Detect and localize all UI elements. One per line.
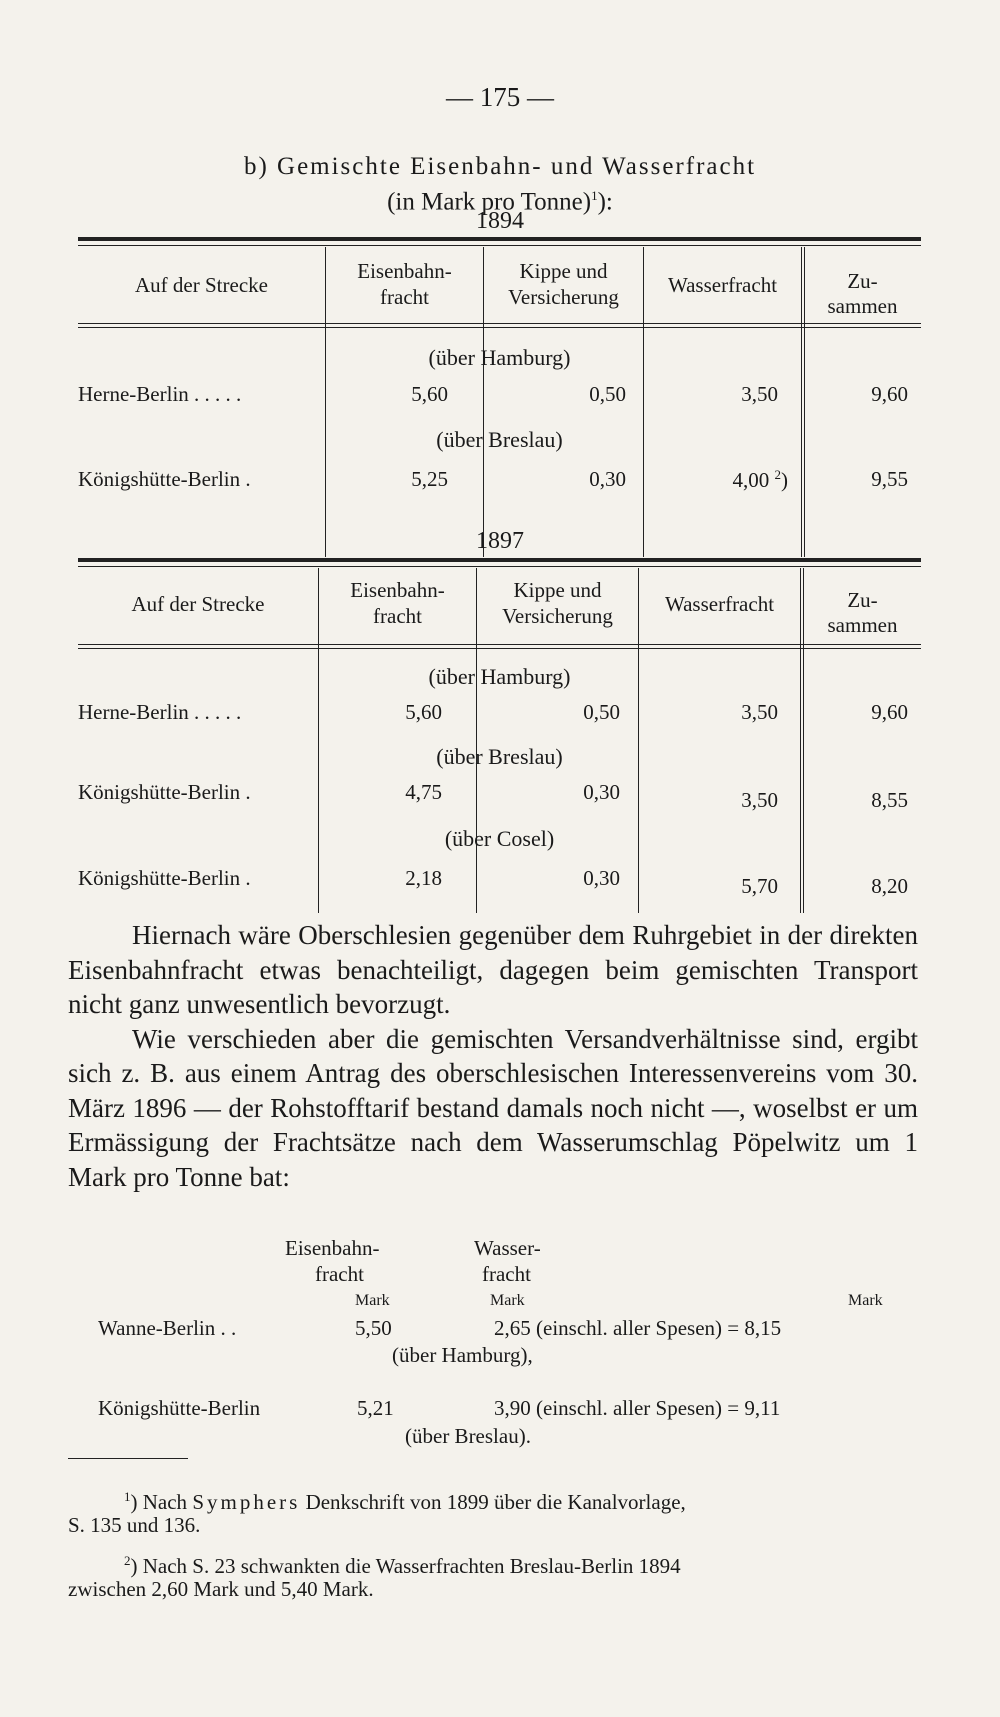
header-kippe-2: Versicherung — [508, 285, 619, 309]
paragraph-2: Wie verschieden aber die gemischten Versandverhältnisse sind, ergibt sich z. B. aus einem Antrag des oberschlesischen Interessenvereins vom 30. März 1896 — der Rohstofftarif bestand damals noch nicht —, woselbst er um Ermässigung der Frachtsätze nach dem Wasserumschlag Pöpelwitz um 1 Mark pro Tonne bat: — [68, 1023, 918, 1192]
row2-via: (über Breslau). — [405, 1424, 531, 1448]
footnote-2-line1: Nach S. 23 schwankten die Wasserfrachten Breslau-Berlin 1894 — [142, 1554, 681, 1578]
kippe-cell: 0,30 — [583, 780, 620, 804]
header-water-1: Wasser- — [474, 1236, 541, 1260]
header-rail-1: Eisenbahn- — [357, 259, 452, 283]
table-rule — [78, 648, 921, 649]
table-rule — [78, 327, 921, 328]
page-number: — 175 — — [446, 82, 554, 112]
paragraph-1: Hiernach wäre Oberschlesien gegenüber dem Ruhrgebiet in der direkten Eisenbahnfracht etwas benachteiligt, dagegen beim gemischten Transport nicht ganz unwesentlich bevorzugt. — [68, 920, 918, 1019]
route-cell: Königshütte-Berlin . — [78, 467, 251, 491]
table-row — [78, 382, 921, 410]
section-title: b) Gemischte Eisenbahn- und Wasserfracht — [243, 153, 757, 180]
year-1897: 1897 — [476, 528, 524, 554]
footnote-2-line2: zwischen 2,60 Mark und 5,40 Mark. — [68, 1577, 374, 1601]
total-cell: 9,60 — [871, 700, 908, 724]
rail-cell: 4,75 — [405, 780, 442, 804]
kippe-cell: 0,30 — [589, 467, 626, 491]
table-rule — [78, 245, 921, 246]
water-cell: 3,50 — [741, 788, 778, 812]
total-cell: 8,55 — [871, 788, 908, 812]
footnote-mark: 2 — [124, 1553, 131, 1568]
section-subtitle: (in Mark pro Tonne)$^1$): — [387, 188, 613, 216]
footnote-rule — [68, 1458, 188, 1459]
footnote-1-text: Denkschrift von 1899 über die Kanalvorlage, — [305, 1490, 686, 1514]
water-cell: 5,70 — [741, 874, 778, 898]
unit-total: Mark — [848, 1292, 883, 1309]
water-cell: 4,00 $^2$) — [732, 467, 788, 492]
rail-cell: 5,25 — [411, 467, 448, 491]
row1-rest: 2,65 (einschl. aller Spesen) = 8,15 — [494, 1316, 782, 1340]
year-1894: 1894 — [476, 208, 524, 234]
header-water-2: fracht — [482, 1262, 531, 1286]
header-kippe-1: Kippe und — [513, 578, 602, 602]
row2-route: Königshütte-Berlin — [98, 1396, 261, 1420]
header-rail-2: fracht — [380, 285, 429, 309]
header-rail-2: fracht — [315, 1262, 364, 1286]
table-rule — [78, 558, 921, 562]
row2-rail: 5,21 — [357, 1396, 394, 1420]
rail-cell: 5,60 — [411, 382, 448, 406]
header-total-2: sammen — [827, 294, 898, 318]
header-water: Wasserfracht — [667, 273, 778, 297]
via-cosel: (über Cosel) — [444, 826, 555, 851]
column-divider — [638, 568, 639, 913]
row1-via: (über Hamburg), — [392, 1343, 533, 1367]
row2-rest: 3,90 (einschl. aller Spesen) = 9,11 — [494, 1396, 781, 1420]
footnote-1-pre: Nach — [142, 1490, 188, 1514]
route-cell: Herne-Berlin . . . . . — [78, 382, 242, 406]
header-route: Auf der Strecke — [131, 592, 265, 616]
table-rule — [78, 644, 921, 645]
header-rail-1: Eisenbahn- — [350, 578, 445, 602]
footnote-mark: 1 — [124, 1489, 131, 1504]
header-route: Auf der Strecke — [135, 273, 268, 297]
total-cell: 8,20 — [871, 874, 908, 898]
via-hamburg: (über Hamburg) — [428, 664, 571, 689]
route-cell: Königshütte-Berlin . — [78, 780, 251, 804]
section-subtitle-text: (in Mark pro Tonne) — [387, 188, 592, 216]
table-rule — [78, 323, 921, 324]
footnote-2: $^2$) Nach S. 23 schwankten die Wasserfrachten Breslau-Berlin 1894 — [124, 1553, 681, 1578]
header-rail-2: fracht — [373, 604, 422, 628]
footnote-1: $^1$) Nach Symphers Denkschrift von 1899 über die Kanalvorlage, — [124, 1489, 686, 1514]
footnote-1-line2: S. 135 und 136. — [68, 1513, 201, 1537]
header-rail-1: Eisenbahn- — [285, 1236, 380, 1260]
via-breslau: (über Breslau) — [436, 427, 563, 452]
table-row — [78, 866, 921, 898]
row1-route: Wanne-Berlin . . — [98, 1316, 237, 1340]
table-row — [78, 467, 921, 495]
via-breslau: (über Breslau) — [436, 744, 563, 769]
body-text — [68, 918, 918, 1194]
via-hamburg: (über Hamburg) — [428, 345, 571, 370]
footnote-ref: 1 — [591, 188, 598, 203]
footnote-ref: 2 — [774, 467, 781, 482]
row1-rail: 5,50 — [355, 1316, 392, 1340]
kippe-cell: 0,50 — [583, 700, 620, 724]
header-total-1: Zu- — [847, 269, 878, 293]
route-cell: Königshütte-Berlin . — [78, 866, 251, 890]
water-value: 4,00 — [732, 468, 770, 492]
kippe-cell: 0,50 — [589, 382, 626, 406]
table-rule — [78, 237, 921, 241]
water-cell: 3,50 — [741, 382, 778, 406]
rail-cell: 2,18 — [405, 866, 442, 890]
header-water: Wasserfracht — [664, 592, 775, 616]
table-row — [78, 780, 921, 812]
footnote-1-author: Symphers — [192, 1490, 301, 1514]
rail-cell: 5,60 — [405, 700, 442, 724]
water-cell: 3,50 — [741, 700, 778, 724]
header-total-1: Zu- — [847, 588, 878, 612]
table-row — [78, 700, 921, 728]
total-cell: 9,60 — [871, 382, 908, 406]
table-rule — [78, 566, 921, 567]
total-cell: 9,55 — [871, 467, 908, 491]
unit-water: Mark — [490, 1292, 525, 1309]
header-kippe-2: Versicherung — [502, 604, 613, 628]
route-cell: Herne-Berlin . . . . . — [78, 700, 242, 724]
header-total-2: sammen — [827, 613, 898, 637]
unit-rail: Mark — [355, 1292, 390, 1309]
kippe-cell: 0,30 — [583, 866, 620, 890]
header-kippe-1: Kippe und — [519, 259, 608, 283]
